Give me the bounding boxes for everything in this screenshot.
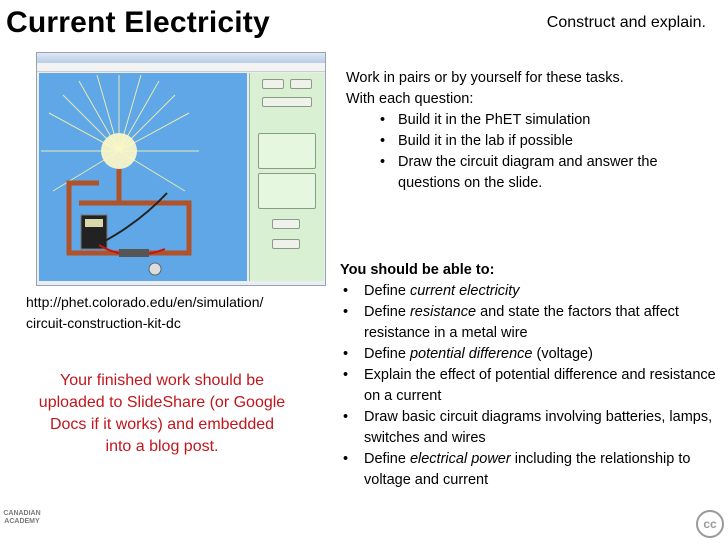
objective-term: resistance xyxy=(409,304,477,320)
sim-panel-button xyxy=(272,219,300,229)
objective-term: current electricity xyxy=(409,283,520,299)
objective-text: Draw basic circuit diagrams involving batteries, lamps, switches and wires xyxy=(364,409,713,446)
instructions-line-1: Work in pairs or by yourself for these tasks. xyxy=(346,70,624,86)
url-line-2: circuit-construction-kit-dc xyxy=(26,315,181,331)
instructions-line-2: With each question: xyxy=(346,91,474,107)
submission-note: Your finished work should be uploaded to SlideShare (or Google Docs if it works) and embedded into a blog post. xyxy=(38,372,286,455)
sim-control-panel xyxy=(249,73,324,281)
learning-objectives xyxy=(340,260,720,491)
objective-text: Define xyxy=(364,283,410,299)
sim-menubar xyxy=(37,63,325,72)
objective-text: including the relationship to voltage and current xyxy=(364,451,691,488)
url-line-1: http://phet.colorado.edu/en/simulation/ xyxy=(26,294,264,310)
circuit-drawing xyxy=(39,73,247,281)
objective-term: electrical power xyxy=(409,451,511,467)
sim-panel-button xyxy=(262,97,312,107)
sim-panel-button xyxy=(262,79,284,89)
sim-titlebar xyxy=(37,53,325,63)
simulation-url[interactable] xyxy=(26,292,263,334)
sim-panel-button xyxy=(290,79,312,89)
instruction-item: • Build it in the PhET simulation xyxy=(380,110,716,131)
objectives-list xyxy=(340,281,720,491)
objective-item xyxy=(340,365,720,407)
objective-item xyxy=(340,449,720,491)
instruction-item: • Build it in the lab if possible xyxy=(380,131,716,152)
slide-subtitle: Construct and explain. xyxy=(546,14,706,31)
objective-item xyxy=(340,302,720,344)
slide-title: Current Electricity xyxy=(6,6,270,39)
objective-text: Define xyxy=(364,304,410,320)
creative-commons-icon: cc xyxy=(696,510,724,538)
sim-view-box xyxy=(258,173,316,209)
objective-item xyxy=(340,407,720,449)
objective-text: and state the factors that affect resistance in a metal wire xyxy=(364,304,679,341)
objective-item xyxy=(340,344,720,365)
school-logo: CANADIAN ACADEMY xyxy=(3,510,41,525)
objective-text: (voltage) xyxy=(532,346,593,362)
simulation-screenshot xyxy=(36,52,326,286)
instruction-item: • Draw the circuit diagram and answer the questions on the slide. xyxy=(380,152,716,194)
objective-term: potential difference xyxy=(409,346,533,362)
task-instructions xyxy=(346,68,716,194)
objective-item xyxy=(340,281,720,302)
objective-text: Explain the effect of potential difference and resistance on a current xyxy=(364,367,716,404)
objective-text: Define xyxy=(364,451,410,467)
sim-tools-box xyxy=(258,133,316,169)
instructions-list xyxy=(346,110,716,194)
objective-text: Define xyxy=(364,346,410,362)
objectives-heading: You should be able to: xyxy=(340,262,495,278)
sim-circuit-canvas xyxy=(39,73,247,281)
sim-panel-button xyxy=(272,239,300,249)
